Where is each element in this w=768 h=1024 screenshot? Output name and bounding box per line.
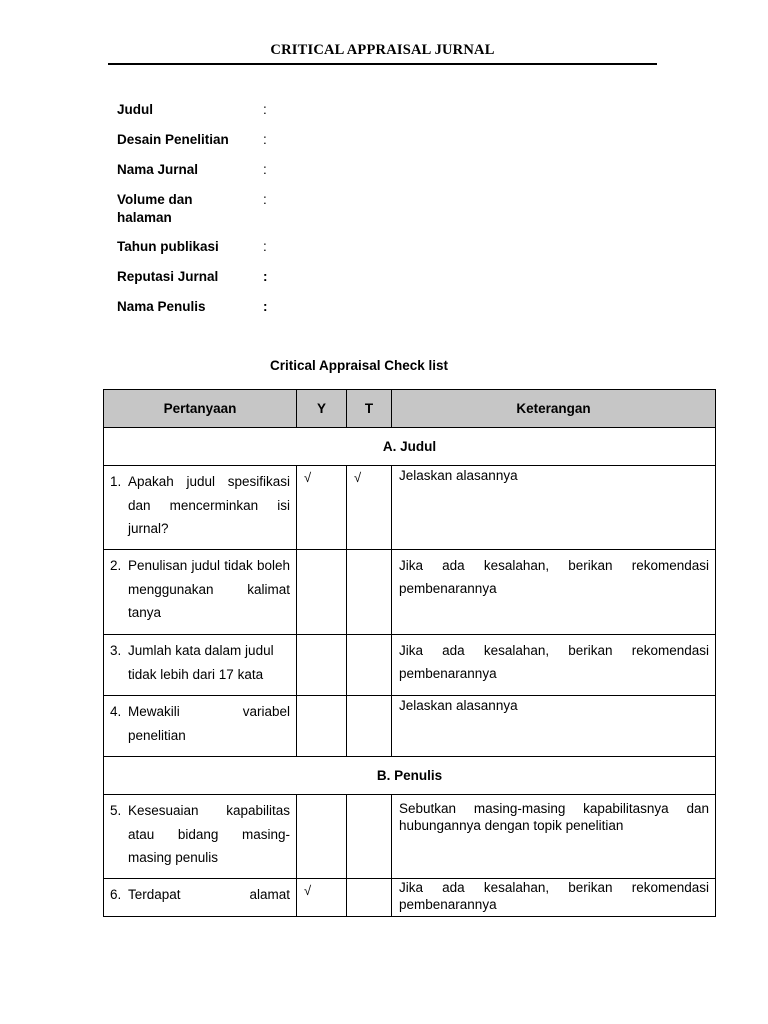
- meta-colon: :: [263, 102, 267, 117]
- question-number: 4.: [110, 704, 122, 719]
- check-mark: [297, 550, 346, 554]
- checklist-title: Critical Appraisal Check list: [269, 358, 449, 373]
- section-label: A. Judul: [104, 428, 716, 466]
- header-note: Keterangan: [392, 390, 716, 428]
- note-text: Jika ada kesalahan, berikan rekomendasi pembenarannya: [399, 643, 709, 681]
- question-cell: [104, 635, 297, 696]
- meta-row-nama-jurnal: [117, 161, 417, 179]
- question-text: Kesesuaian kapabilitas atau bidang masing-masing penulis: [128, 803, 290, 865]
- table-row: [104, 795, 716, 879]
- question-text: Mewakili variabel penelitian: [128, 704, 290, 743]
- meta-colon: :: [263, 192, 267, 207]
- check-mark: [347, 635, 391, 639]
- check-mark: [297, 635, 346, 639]
- meta-label: Desain Penelitian: [117, 132, 229, 147]
- meta-row-tahun: [117, 238, 417, 256]
- meta-row-reputasi: [117, 268, 417, 286]
- question-number: 2.: [110, 558, 122, 573]
- question-cell: [104, 795, 297, 879]
- table-row: [104, 550, 716, 635]
- check-mark: [297, 795, 346, 799]
- question-cell: [104, 879, 297, 917]
- meta-row-desain: [117, 131, 417, 149]
- yes-cell[interactable]: [297, 466, 347, 550]
- yes-cell[interactable]: [297, 635, 347, 696]
- table-row: [104, 879, 716, 917]
- note-text: Jelaskan alasannya: [399, 468, 518, 483]
- yes-cell[interactable]: [297, 879, 347, 917]
- note-text: Jika ada kesalahan, berikan rekomendasi pembenarannya: [399, 558, 709, 596]
- meta-label: Volume dan halaman: [117, 192, 193, 225]
- question-number: 5.: [110, 803, 122, 818]
- document-title: CRITICAL APPRAISAL JURNAL: [270, 42, 495, 58]
- meta-label: Nama Penulis: [117, 299, 206, 314]
- no-cell[interactable]: [347, 550, 392, 635]
- check-mark: [347, 879, 391, 883]
- check-mark: [347, 696, 391, 700]
- no-cell[interactable]: [347, 795, 392, 879]
- meta-label: Judul: [117, 102, 153, 117]
- note-cell: [392, 879, 716, 917]
- header-yes: Y: [297, 390, 347, 428]
- no-cell[interactable]: [347, 696, 392, 757]
- table-row: [104, 466, 716, 550]
- note-cell: [392, 466, 716, 550]
- table-row: [104, 635, 716, 696]
- note-cell: [392, 696, 716, 757]
- note-cell: [392, 795, 716, 879]
- check-mark: [347, 795, 391, 799]
- meta-colon: :: [263, 239, 267, 254]
- meta-colon: :: [263, 269, 268, 284]
- note-cell: [392, 550, 716, 635]
- yes-cell[interactable]: [297, 550, 347, 635]
- table-header-row: [104, 390, 716, 428]
- note-cell: [392, 635, 716, 696]
- table-row: [104, 696, 716, 757]
- meta-label: Tahun publikasi: [117, 239, 219, 254]
- question-text: Jumlah kata dalam judul tidak lebih dari 17 kata: [128, 643, 274, 682]
- meta-label: Reputasi Jurnal: [117, 269, 219, 284]
- meta-row-volume: [117, 191, 417, 227]
- yes-cell[interactable]: [297, 696, 347, 757]
- meta-label: Nama Jurnal: [117, 162, 199, 177]
- note-text: Jelaskan alasannya: [399, 698, 518, 713]
- meta-row-judul: [117, 101, 417, 119]
- section-row: [104, 757, 716, 795]
- yes-cell[interactable]: [297, 795, 347, 879]
- question-number: 6.: [110, 887, 122, 902]
- header-question: Pertanyaan: [104, 390, 297, 428]
- journal-metadata: [117, 101, 417, 328]
- check-mark: √: [304, 883, 312, 898]
- question-number: 3.: [110, 643, 122, 658]
- question-cell: [104, 696, 297, 757]
- title-divider: [108, 63, 657, 65]
- note-text: Sebutkan masing-masing kapabilitasnya dan hubungannya dengan topik penelitian: [399, 801, 709, 833]
- check-mark: √: [304, 470, 312, 485]
- check-mark: √: [354, 470, 362, 485]
- question-cell: [104, 466, 297, 550]
- question-number: 1.: [110, 474, 122, 489]
- check-mark: [297, 696, 346, 700]
- question-text: Apakah judul spesifikasi dan mencerminkan isi jurnal?: [128, 474, 290, 536]
- no-cell[interactable]: [347, 466, 392, 550]
- meta-colon: :: [263, 299, 268, 314]
- check-mark: [347, 550, 391, 554]
- section-label: B. Penulis: [104, 757, 716, 795]
- header-no: T: [347, 390, 392, 428]
- question-cell: [104, 550, 297, 635]
- checklist-table: [103, 389, 716, 917]
- no-cell[interactable]: [347, 879, 392, 917]
- meta-row-penulis: [117, 298, 417, 316]
- section-row: [104, 428, 716, 466]
- question-text: Penulisan judul tidak boleh menggunakan kalimat tanya: [128, 558, 290, 620]
- no-cell[interactable]: [347, 635, 392, 696]
- meta-colon: :: [263, 132, 267, 147]
- question-text: Terdapat alamat: [128, 887, 290, 902]
- note-text: Jika ada kesalahan, berikan rekomendasi pembenarannya: [399, 880, 709, 912]
- meta-colon: :: [263, 162, 267, 177]
